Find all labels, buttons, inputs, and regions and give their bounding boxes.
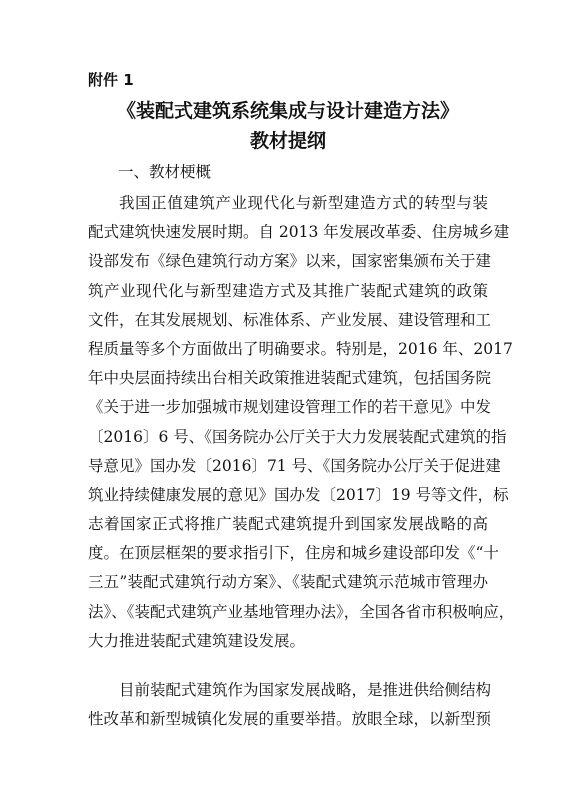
paragraph-line: 配式建筑快速发展时期。自 2013 年发展改革委、住房城乡建 <box>88 223 510 242</box>
section-heading: 一、教材梗概 <box>118 163 212 181</box>
paragraph-line: 年中央层面持续出台相关政策推进装配式建筑，包括国务院 <box>88 369 492 388</box>
paragraph-line: 《关于进一步加强城市规划建设管理工作的若干意见》中发 <box>88 398 492 417</box>
paragraph-line: 法》、《装配式建筑产业基地管理办法》，全国各省市积极响应， <box>88 602 515 621</box>
paragraph-line: 筑产业现代化与新型建造方式及其推广装配式建筑的政策 <box>88 281 488 300</box>
attachment-label: 附件 1 <box>88 71 134 89</box>
paragraph-line: 文件，在其发展规划、标准体系、产业发展、建设管理和工 <box>88 310 492 329</box>
paragraph-2 <box>88 676 492 734</box>
paragraph-line: 我国正值建筑产业现代化与新型建造方式的转型与装 <box>119 194 488 212</box>
paragraph-line: 筑业持续健康发展的意见》国办发〔2017〕19 号等文件，标 <box>88 485 509 504</box>
paragraph-line: 设部发布《绿色建筑行动方案》以来，国家密集颁布关于建 <box>88 252 492 271</box>
paragraph-line: 三五”装配式建筑行动方案》、《装配式建筑示范城市管理办 <box>88 573 488 592</box>
paragraph-line: 〔2016〕6 号、《国务院办公厅关于大力发展装配式建筑的指 <box>88 427 507 446</box>
paragraph-1 <box>88 189 515 656</box>
paragraph-line: 程质量等多个方面做出了明确要求。特别是，2016 年、2017 <box>88 339 513 358</box>
document-subtitle: 教材提纲 <box>249 130 326 152</box>
paragraph-line: 导意见》国办发〔2016〕71 号、《国务院办公厅关于促进建 <box>88 456 501 475</box>
paragraph-line: 大力推进装配式建筑建设发展。 <box>88 631 306 650</box>
document-title: 《装配式建筑系统集成与设计建造方法》 <box>116 100 459 122</box>
paragraph-line: 目前装配式建筑作为国家发展战略，是推进供给侧结构 <box>119 681 492 699</box>
paragraph-line: 志着国家正式将推广装配式建筑提升到国家发展战略的高 <box>88 515 488 534</box>
paragraph-line: 度。在顶层框架的要求指引下，住房和城乡建设部印发《“十 <box>88 544 499 563</box>
paragraph-line: 性改革和新型城镇化发展的重要举措。放眼全球，以新型预 <box>88 710 492 729</box>
